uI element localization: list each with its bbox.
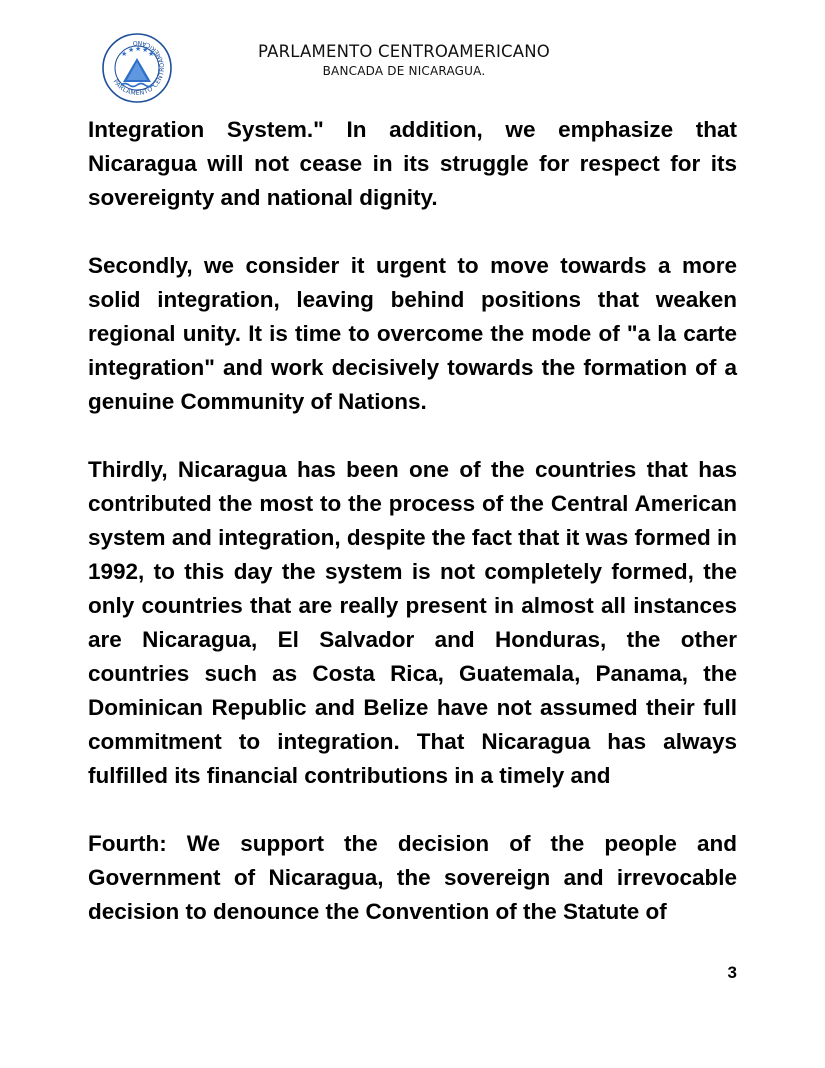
page-number: 3 (727, 963, 737, 982)
header-subtitle: BANCADA DE NICARAGUA. (322, 64, 486, 78)
paragraph-1: Integration System." In addition, we emphasize that Nicaragua will not cease in its struggle for respect for its sovereignty and national dignity. (88, 117, 737, 210)
paragraph-4: Fourth: We support the decision of the people and Government of Nicaragua, the sovereign and irrevocable decision to denounce the Convention of the Statute of (88, 831, 737, 924)
parlacen-seal-icon (101, 32, 173, 104)
svg-text:★: ★ (121, 50, 128, 58)
svg-text:★: ★ (142, 46, 149, 54)
paragraph-3: Thirdly, Nicaragua has been one of the countries that has contributed the most to the process of the Central American system and integration, despite the fact that it was formed in 1992, to this day the system is not completely formed, the only countries that are really present in almost all instances are Nicaragua, El Salvador and Honduras, the other countries such as Costa Rica, Guatemala, Panama, the Dominican Republic and Belize have not assumed their full commitment to integration. That Nicaragua has always fulfilled its financial contributions in a timely and (88, 457, 737, 788)
svg-text:★: ★ (128, 46, 135, 54)
svg-text:★: ★ (135, 45, 142, 53)
svg-text:★: ★ (148, 50, 155, 58)
header-title: PARLAMENTO CENTROAMERICANO (258, 42, 550, 61)
paragraph-2: Secondly, we consider it urgent to move towards a more solid integration, leaving behind positions that weaken regional unity. It is time to overcome the mode of "a la carte integration" and work decisively towards the formation of a genuine Community of Nations. (88, 253, 737, 414)
seal-ring-text: PARLAMENTO CENTROAMERICANO (111, 38, 167, 98)
document-body (88, 113, 737, 929)
